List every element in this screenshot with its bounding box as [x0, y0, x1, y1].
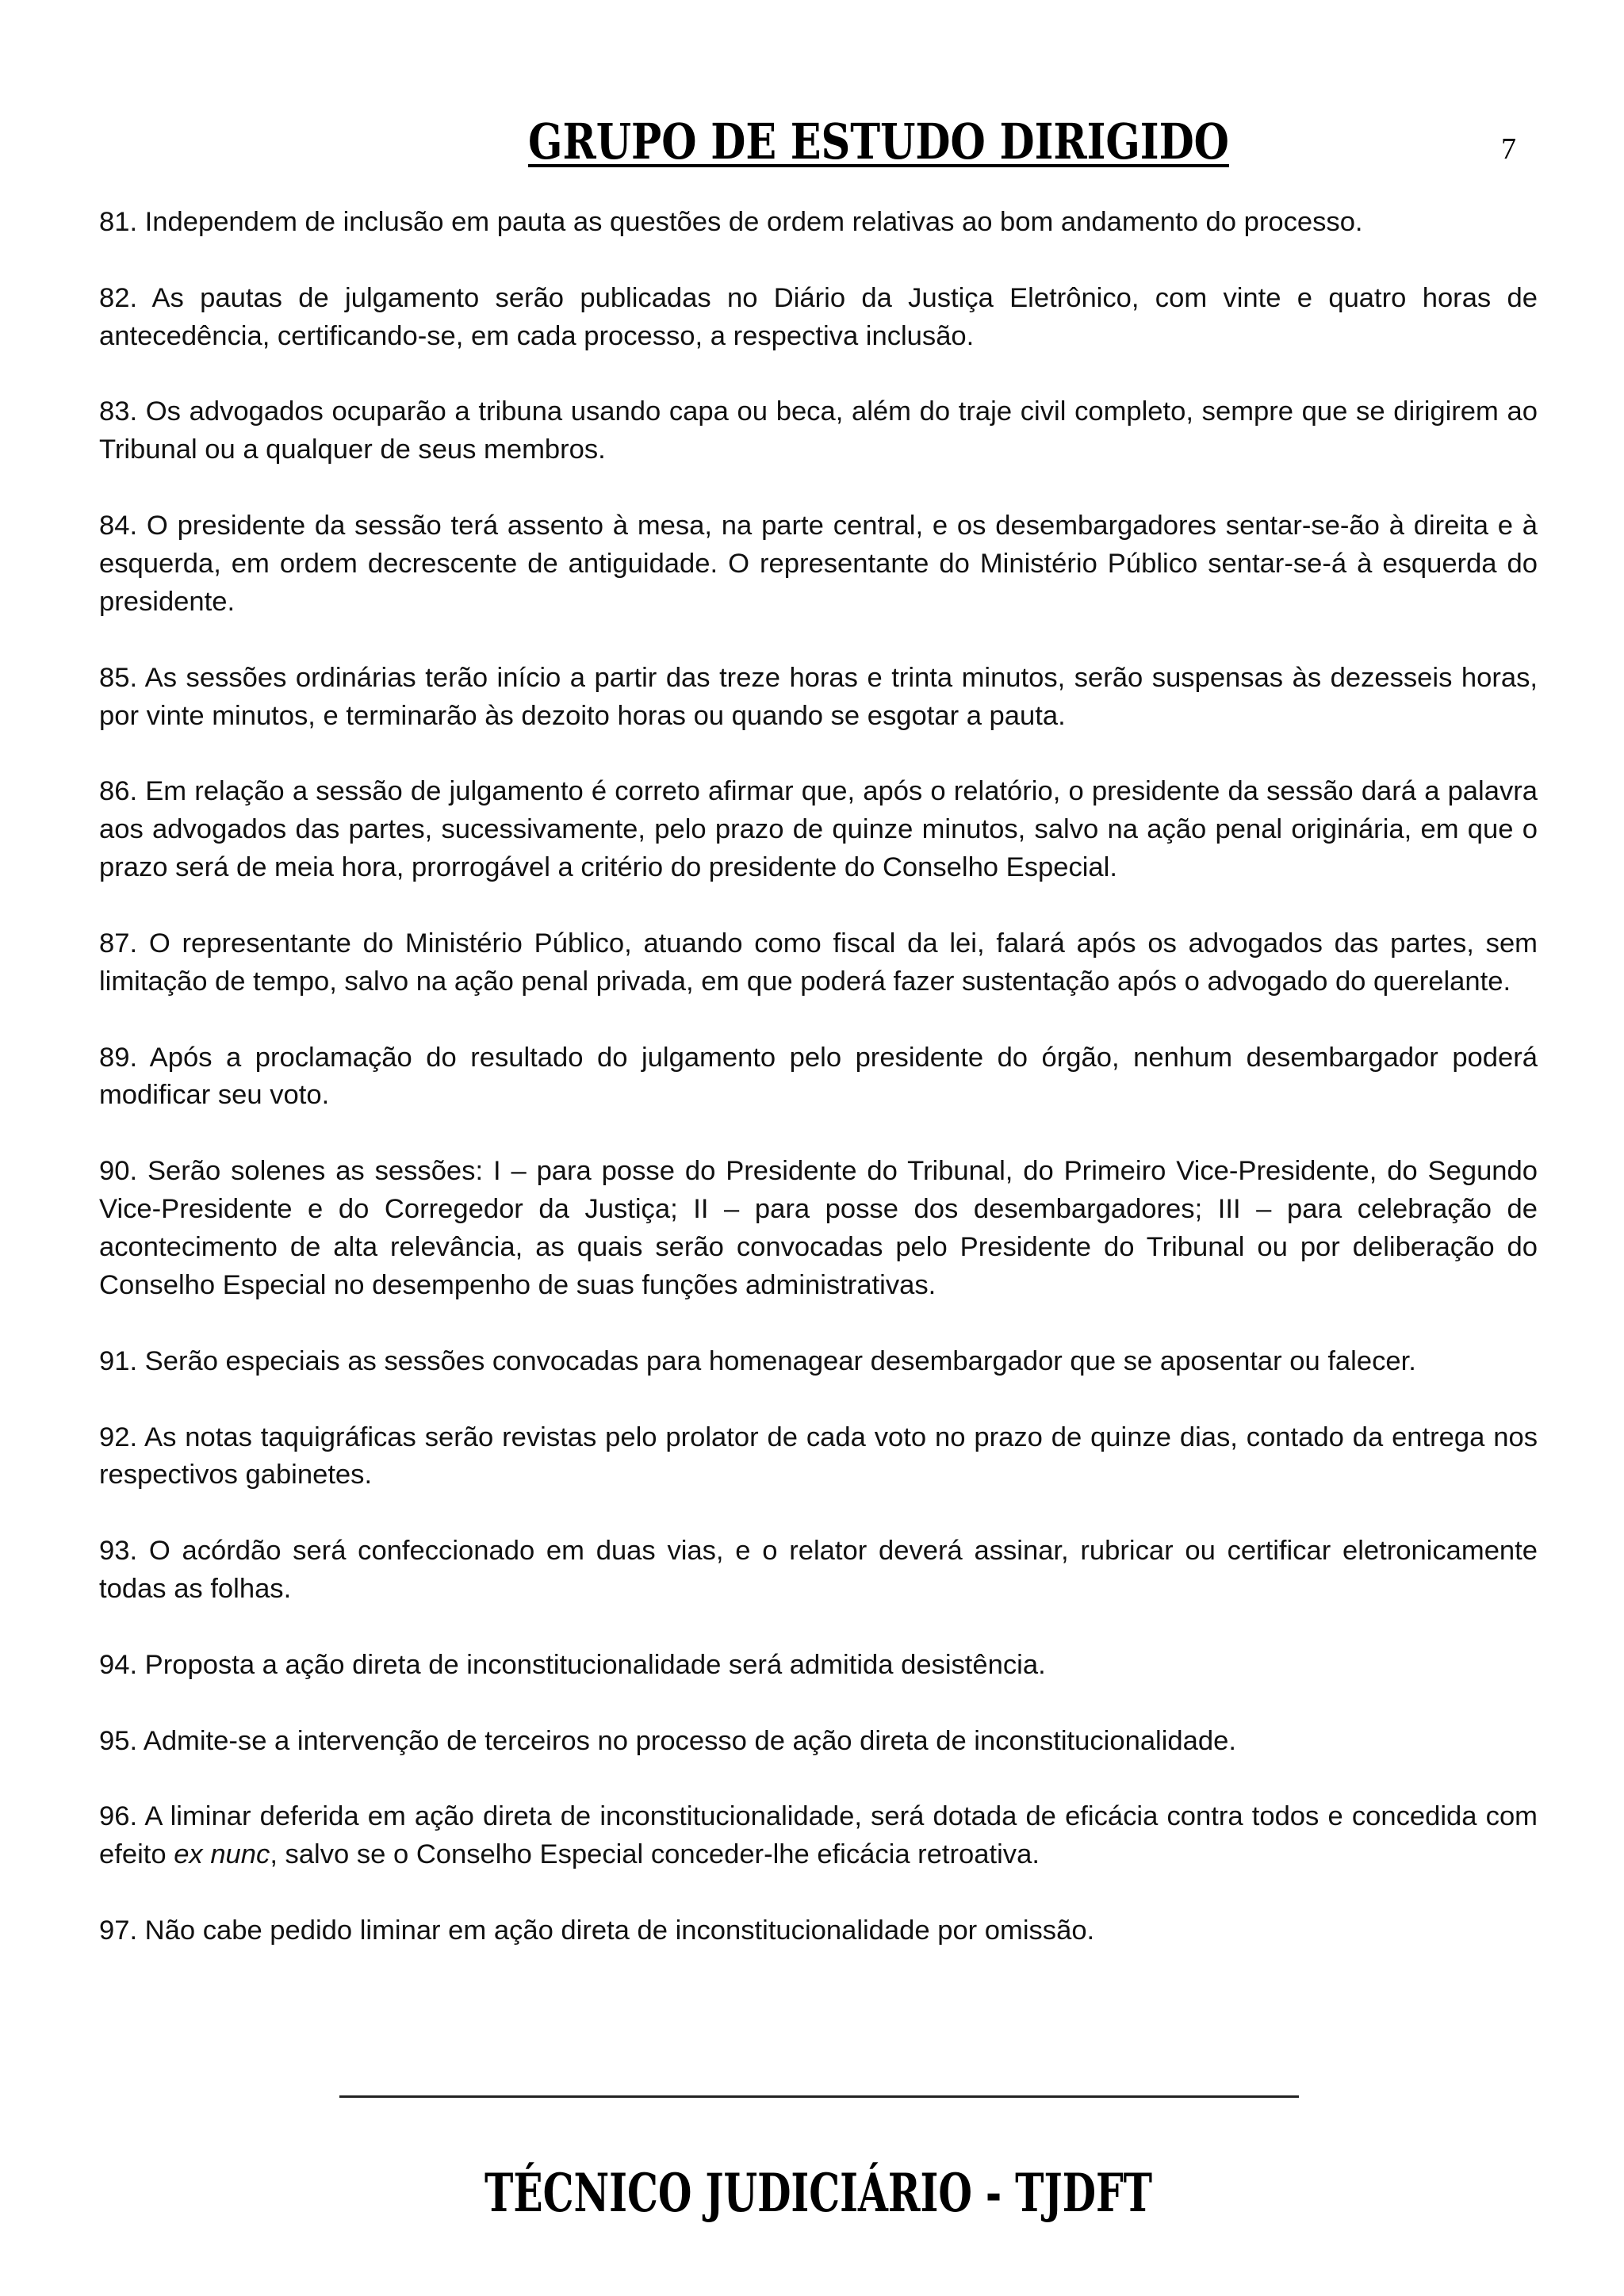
paragraph-line	[99, 1836, 1538, 1874]
paragraph	[99, 1533, 1538, 1609]
text-segment: , salvo se o Conselho Especial conceder-lhe eficácia retroativa.	[270, 1839, 1040, 1870]
document-footer-title: TÉCNICO JUDICIÁRIO - TJDFT	[485, 2162, 1152, 2224]
paragraph	[99, 1039, 1538, 1115]
paragraph	[99, 773, 1538, 887]
paragraph-line: 83. Os advogados ocuparão a tribuna usando capa ou beca, além do traje civil completo, sempre que se dirigirem ao	[99, 396, 1538, 427]
paragraph	[99, 507, 1538, 622]
paragraph-line: 90. Serão solenes as sessões: I – para posse do Presidente do Tribunal, do Primeiro Vice-Presidente, do Segundo	[99, 1156, 1538, 1187]
paragraph-line: 92. As notas taquigráficas serão revistas pelo prolator de cada voto no prazo de quinze dias, contado da entrega nos	[99, 1422, 1538, 1452]
paragraph	[99, 1647, 1538, 1685]
paragraph	[99, 660, 1538, 736]
paragraph-line: 95. Admite-se a intervenção de terceiros no processo de ação direta de inconstitucionalidade.	[99, 1725, 1236, 1756]
paragraph-line: antecedência, certificando-se, em cada processo, a respectiva inclusão.	[99, 320, 975, 351]
paragraph-line: todas as folhas.	[99, 1574, 292, 1605]
paragraph-line: acontecimento de alta relevância, as quais serão convocadas pelo Presidente do Tribunal ou por deliberação do	[99, 1232, 1538, 1263]
paragraph	[99, 925, 1538, 1001]
paragraph-line: aos advogados das partes, sucessivamente, pelo prazo de quinze minutos, salvo na ação penal originária, em que o	[99, 814, 1538, 845]
paragraph	[99, 280, 1538, 356]
paragraph	[99, 1419, 1538, 1495]
paragraph-line: 82. As pautas de julgamento serão publicadas no Diário da Justiça Eletrônico, com vinte e quatro horas de	[99, 282, 1538, 313]
paragraph-line: 94. Proposta a ação direta de inconstitucionalidade será admitida desistência.	[99, 1649, 1046, 1680]
paragraph	[99, 1798, 1538, 1874]
paragraph-line: 81. Independem de inclusão em pauta as questões de ordem relativas ao bom andamento do processo.	[99, 207, 1363, 237]
paragraph-line: 96. A liminar deferida em ação direta de inconstitucionalidade, será dotada de eficácia contra todos e concedida com	[99, 1801, 1538, 1832]
paragraph	[99, 1912, 1538, 1950]
document-body	[99, 204, 1538, 1988]
italic-text: ex nunc	[174, 1839, 270, 1870]
footer-divider	[339, 2095, 1299, 2098]
paragraph-line: 87. O representante do Ministério Público, atuando como fiscal da lei, falará após os advogados das partes, sem	[99, 928, 1538, 959]
paragraph-line: Vice-Presidente e do Corregedor da Justiça; II – para posse dos desembargadores; III – para celebração de	[99, 1194, 1538, 1225]
paragraph-line: prazo será de meia hora, prorrogável a critério do presidente do Conselho Especial.	[99, 852, 1117, 883]
paragraph-line: por vinte minutos, e terminarão às dezoito horas ou quando se esgotar a pauta.	[99, 700, 1066, 731]
text-segment: efeito	[99, 1839, 174, 1870]
paragraph	[99, 1153, 1538, 1305]
paragraph-line: Tribunal ou a qualquer de seus membros.	[99, 434, 606, 465]
paragraph-line: presidente.	[99, 586, 236, 617]
paragraph-line: 85. As sessões ordinárias terão início a partir das treze horas e trinta minutos, serão suspensas às dezesseis horas,	[99, 662, 1538, 693]
paragraph	[99, 393, 1538, 469]
paragraph-line: 89. Após a proclamação do resultado do julgamento pelo presidente do órgão, nenhum desembargador poderá	[99, 1042, 1538, 1073]
paragraph-line: Conselho Especial no desempenho de suas funções administrativas.	[99, 1269, 936, 1300]
paragraph-line: 91. Serão especiais as sessões convocadas para homenagear desembargador que se aposentar ou falecer.	[99, 1345, 1416, 1376]
page-number: 7	[1501, 132, 1516, 166]
paragraph-line: esquerda, em ordem decrescente de antiguidade. O representante do Ministério Público sentar-se-á à esquerda do	[99, 549, 1538, 580]
paragraph	[99, 1723, 1538, 1761]
paragraph	[99, 1343, 1538, 1381]
paragraph-line: respectivos gabinetes.	[99, 1460, 373, 1490]
document-header-title: GRUPO DE ESTUDO DIRIGIDO	[528, 113, 1229, 170]
paragraph-line: modificar seu voto.	[99, 1080, 330, 1111]
paragraph	[99, 204, 1538, 242]
paragraph-line: 86. Em relação a sessão de julgamento é correto afirmar que, após o relatório, o presidente da sessão dará a palavra	[99, 776, 1538, 807]
paragraph-line: limitação de tempo, salvo na ação penal privada, em que poderá fazer sustentação após o advogado do querelante.	[99, 966, 1511, 997]
paragraph-line: 84. O presidente da sessão terá assento à mesa, na parte central, e os desembargadores sentar-se-ão à direita e à	[99, 511, 1538, 541]
paragraph-line: 97. Não cabe pedido liminar em ação direta de inconstitucionalidade por omissão.	[99, 1915, 1095, 1946]
paragraph-line: 93. O acórdão será confeccionado em duas vias, e o relator deverá assinar, rubricar ou certificar eletronicamente	[99, 1536, 1538, 1567]
